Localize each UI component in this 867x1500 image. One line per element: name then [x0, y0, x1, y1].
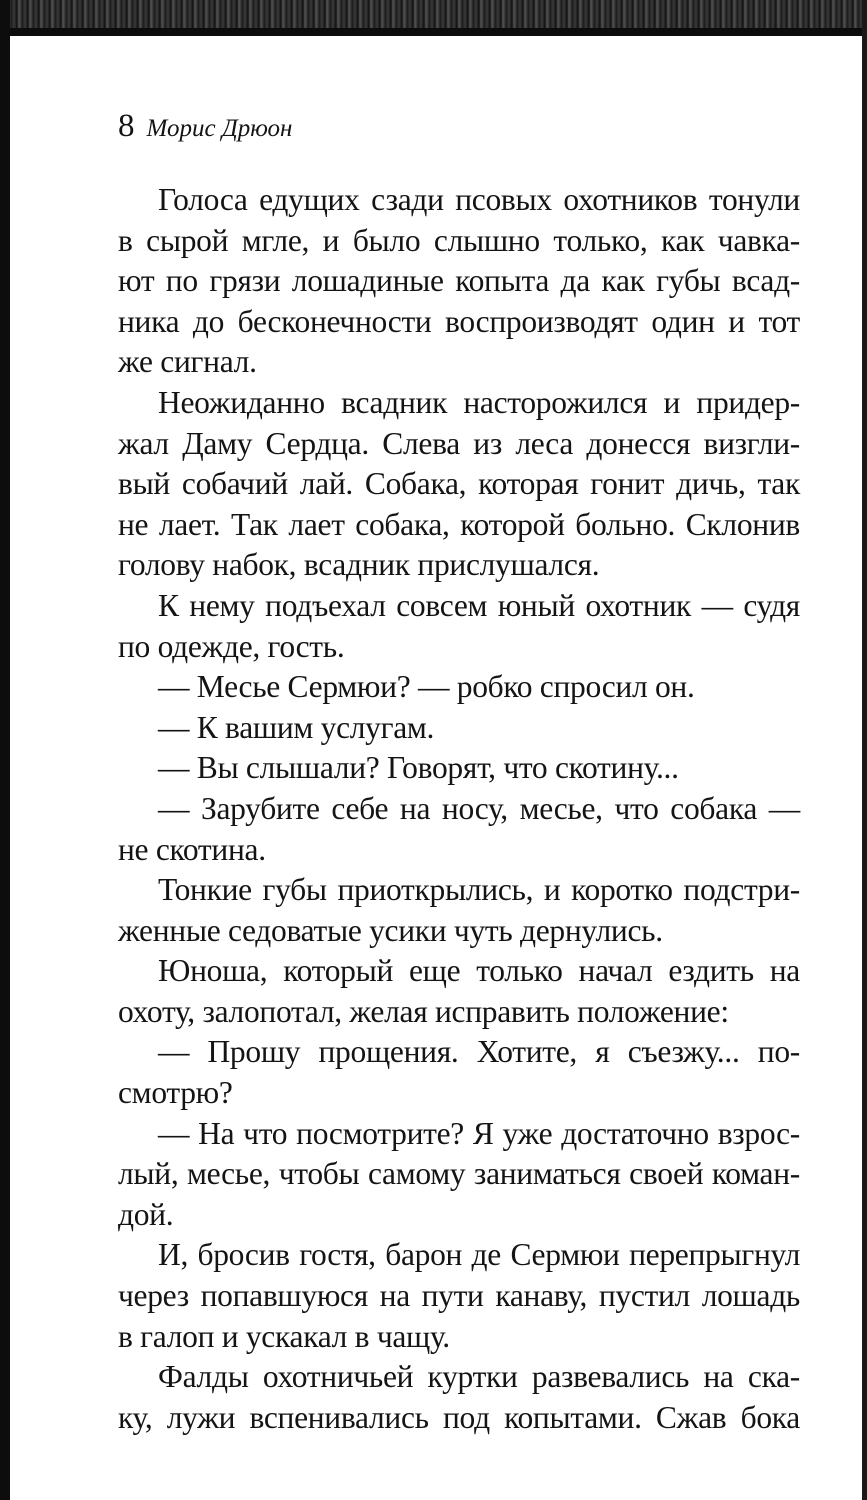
text-line: смотрю? — [118, 1075, 233, 1111]
text-line: — Прошу прощения. Хотите, я съезжу... по- — [158, 1034, 800, 1070]
text-line: вый собачий лай. Собака, которая гонит дичь, так — [118, 466, 800, 502]
page-number: 8 — [118, 108, 135, 144]
text-line: Голоса едущих сзади псовых охотников тонули — [158, 182, 800, 217]
body-text — [118, 180, 800, 1438]
text-line: в сырой мгле, и было слышно только, как чавка- — [118, 222, 800, 258]
text-line: ника до бесконечности воспроизводят один и тот — [118, 303, 800, 339]
scan-border-left — [0, 0, 10, 1500]
text-line: Фалды охотничьей куртки развевались на ска- — [158, 1359, 800, 1395]
text-line: жал Даму Сердца. Слева из леса донесся визгли- — [118, 425, 800, 461]
running-head-author: Морис Дрюон — [146, 115, 293, 142]
text-line: ют по грязи лошадиные копыта да как губы всад- — [118, 263, 800, 299]
text-line: в галоп и ускакал в чащу. — [118, 1318, 450, 1354]
text-line: — Зарубите себе на носу, месье, что собака — — [158, 790, 800, 826]
book-page — [118, 108, 800, 1438]
text-line: — Вы слышали? Говорят, что скотину... — [158, 750, 679, 786]
text-line: Юноша, который еще только начал ездить на — [158, 953, 800, 989]
text-line: К нему подъехал совсем юный охотник — судя — [158, 587, 800, 623]
scan-border-right — [862, 0, 867, 1500]
text-line: — На что посмотрите? Я уже достаточно взрос- — [158, 1115, 800, 1151]
text-line: не лает. Так лает собака, которой больно. Склонив — [118, 506, 800, 542]
text-line: дой. — [118, 1196, 174, 1232]
text-line: женные седоватые усики чуть дернулись. — [118, 912, 663, 948]
scan-border-top — [0, 0, 867, 36]
text-line: — К вашим услугам. — [158, 709, 435, 745]
text-line: голову набок, всадник прислушался. — [118, 547, 600, 583]
text-line: по одежде, гость. — [118, 628, 345, 664]
text-line: охоту, залопотал, желая исправить положение: — [118, 993, 729, 1029]
text-line: через попавшуюся на пути канаву, пустил лошадь — [118, 1278, 800, 1314]
text-line: — Месье Сермюи? — робко спросил он. — [158, 669, 695, 705]
text-line: Тонкие губы приоткрылись, и коротко подстри- — [158, 872, 800, 908]
text-line: не скотина. — [118, 831, 266, 867]
text-line: лый, месье, чтобы самому заниматься своей коман- — [118, 1156, 800, 1192]
text-line: ку, лужи вспенивались под копытами. Сжав бока — [118, 1399, 800, 1435]
text-line: И, бросив гостя, барон де Сермюи перепрыгнул — [158, 1237, 800, 1273]
text-line: Неожиданно всадник насторожился и придер- — [158, 384, 800, 420]
text-line: же сигнал. — [118, 344, 257, 380]
running-head — [118, 108, 800, 158]
